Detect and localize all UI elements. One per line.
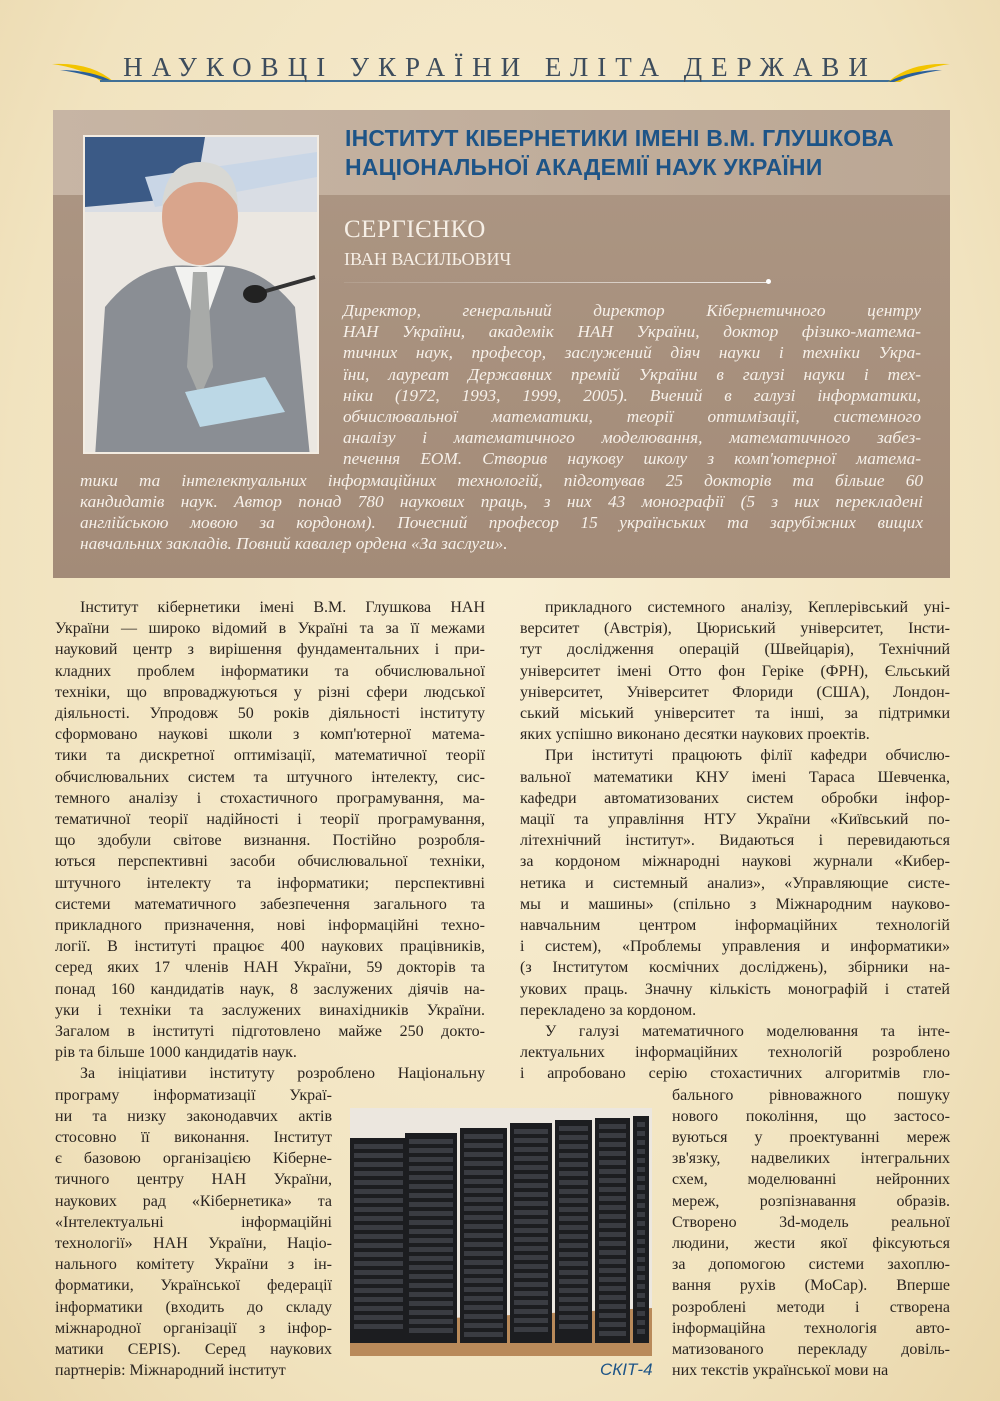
institute-title-line: НАЦІОНАЛЬНОЇ АКАДЕМІЇ НАУК УКРАЇНИ [345, 154, 823, 180]
paragraph-line: ються перспективні засоби обчислювальної техніки, [55, 853, 485, 871]
paragraph-line: рів та більше 1000 кандидатів наук. [55, 1044, 297, 1062]
paragraph-line: «Інтелектуальні інформаційні [55, 1213, 332, 1231]
paragraph-line: понад 160 кандидатів наук, 8 заслужених діячів на- [55, 980, 485, 998]
paragraph-line: матизованого перекладу довіль- [672, 1341, 950, 1358]
paragraph-line: нетика и системный анализ», «Управляющие систе- [520, 874, 950, 892]
paragraph-line: серед яких 17 членів НАН України, 59 докторів та [55, 959, 485, 977]
bio-line: ніки (1972, 1993, 1999, 2005). Вчений в галузі інформатики, [343, 385, 921, 405]
paragraph-line: навчальним центром інформаційних технологій [520, 917, 950, 934]
paragraph-line: За ініціативи інституту розроблено Національну [80, 1065, 485, 1083]
paragraph-line: бального рівноважного пошуку [672, 1086, 950, 1104]
divider-dot [766, 279, 771, 284]
paragraph-line: штучного інтелекту та інформатики; перспективні [55, 874, 485, 892]
bio-line: навчальних закладів. Повний кавалер ордена «За заслуги». [80, 534, 508, 554]
paragraph-line: темного аналізу і стохастичного програмування, ма- [55, 789, 485, 807]
paragraph-line: і апробовано серію стохастичних алгоритмів гло- [520, 1065, 950, 1083]
bio-line: тики та інтелектуальних інформаційних технологій, підготував 25 докторів та більше 60 [80, 470, 923, 490]
paragraph-line: тут дослідження операцій (Швейцарія), Технічний [520, 641, 950, 659]
paragraph-line: вальної математики КНУ імені Тараса Шевченка, [520, 768, 950, 786]
paragraph-line: тичного центру НАН України, [55, 1171, 332, 1189]
paragraph-line: є базовою організацією Кіберне- [55, 1150, 332, 1168]
paragraph-line: логії. В інституті працює 400 наукових працівників, [55, 938, 485, 956]
page-header [0, 48, 1000, 88]
paragraph-line: літехнічний інститут». Видаються і перевидаються [520, 832, 950, 850]
paragraph-line: і систем), «Проблемы управления и информатики» [520, 938, 950, 956]
paragraph-line: вуються у проектуванні мереж [672, 1129, 950, 1146]
institute-title-line: ІНСТИТУТ КІБЕРНЕТИКИ ІМЕНІ В.М. ГЛУШКОВА [345, 125, 894, 151]
server-rack [350, 1138, 407, 1343]
paragraph-line: університет, Університет Флориди (США), Лондон- [520, 683, 950, 701]
paragraph-line: науковий центр з вирішення фундаментальних і при- [55, 641, 485, 659]
paragraph-line: техніки, що впроваджуються у різні сфери людської [55, 683, 485, 701]
bio-line: обчислювальної математики, теорії оптимізації, системного [343, 407, 921, 426]
paragraph-line: сформовано наукові школи з комп'ютерної матема- [55, 726, 485, 744]
bio-line: їни, лауреат Державних премій України в галузі науки і тех- [343, 364, 921, 384]
paragraph-line: діяльності. Упродовж 50 років діяльності інституту [55, 705, 485, 722]
paragraph-line: програму інформатизації Украї- [55, 1086, 332, 1104]
bio-line: НАН України, академік НАН України, доктор фізико-матема- [343, 322, 921, 342]
bio-line: тичних наук, професор, заслужений діяч науки і техніки Укра- [343, 343, 921, 363]
paragraph-line: що здобули світове визнання. Постійно розробля- [55, 832, 485, 850]
paragraph-line: обчислювальних систем та штучного інтелекту, сис- [55, 768, 485, 786]
paragraph-line: кафедри автоматизованих систем обробки інфор- [520, 789, 950, 807]
paragraph-line: ни та низку законодавчих актів [55, 1107, 332, 1125]
paragraph-line: ський міський університет та інші, за підтримки [520, 705, 950, 722]
bio-line: печення ЕОМ. Створив наукову школу з комп'ютерної матема- [343, 449, 921, 469]
paragraph-line: укових праць. Значну кількість монографій і статей [520, 980, 950, 998]
paragraph-line: наукових рад «Кібернетика» та [55, 1192, 332, 1210]
paragraph-line: інформатики (входить до складу [55, 1298, 332, 1316]
paragraph-line: При інституті працюють філії кафедри обчислю- [545, 747, 950, 765]
server-racks-photo [350, 1108, 652, 1356]
paragraph-line: лектуальних інформаційних технологій розроблено [520, 1044, 950, 1062]
paragraph-line: університет імені Отто фон Геріке (ФРН), Єльський [520, 662, 950, 680]
paragraph-line: Створено 3d-модель реальної [672, 1213, 950, 1231]
institute-title [345, 124, 894, 182]
paragraph-line: вання рухів (MoCap). Вперше [672, 1277, 950, 1295]
paragraph-line: нового покоління, що застосо- [672, 1107, 950, 1125]
bio-line: кандидатів наук. Автор понад 780 наукових праць, з них 43 монографії (5 з них перекладені [80, 491, 923, 511]
paragraph-line: міжнародної організації з інфор- [55, 1319, 332, 1337]
paragraph-line: Загалом в інституті підготовлено майже 250 докто- [55, 1023, 485, 1040]
paragraph-line: розроблені методи і створена [672, 1298, 950, 1316]
bio-line: англійською мовою за кордоном). Почесний професор 15 українських та зарубіжних вищих [80, 513, 923, 532]
paragraph-line: верситет (Австрія), Цюриський університет, Інсти- [520, 620, 950, 638]
paragraph-line: матики CEPIS). Серед наукових [55, 1341, 332, 1358]
paragraph-line: уки і техніки та заслужених винахідників України. [55, 1001, 485, 1019]
paragraph-line: технології» НАН України, Націо- [55, 1235, 332, 1252]
paragraph-line: яких успішно виконано десятки наукових проектів. [520, 726, 870, 744]
paragraph-line: за допомогою системи захоплю- [672, 1256, 950, 1274]
paragraph-line: кладних проблем інформатики та обчислювальної [55, 662, 485, 680]
paragraph-line: перекладено за кордоном. [520, 1001, 697, 1019]
paragraph-line: партнерів: Міжнародний інститут [55, 1362, 286, 1380]
paragraph-line: мы и машины» (спільно з Міжнародним науково- [520, 895, 950, 913]
paragraph-line: стосовно її виконання. Інститут [55, 1129, 332, 1146]
paragraph-line: людини, жести якої фіксуються [672, 1235, 950, 1252]
paragraph-line: схем, моделюванні нейронних [672, 1171, 950, 1189]
paragraph-line: системи математичного забезпечення загального та [55, 895, 485, 913]
section-title: НАУКОВЦІ УКРАЇНИ ЕЛІТА ДЕРЖАВИ [123, 52, 877, 82]
paragraph-line: за кордоном міжнародні наукові журнали «Кибер- [520, 853, 950, 871]
bio-line: Директор, генеральний директор Кібернетичного центру [343, 301, 921, 320]
paragraph-line: форматики, Української федерації [55, 1277, 332, 1295]
paragraph-line: мації та управління НТУ України «Київський по- [520, 811, 950, 828]
paragraph-line: них текстів української мови на [672, 1362, 889, 1380]
person-given-names: ІВАН ВАСИЛЬОВИЧ [344, 249, 512, 269]
paragraph-line: зв'язку, надвеликих інтегральних [672, 1150, 950, 1168]
paragraph-line: прикладного призначення, нові інформаційні техно- [55, 917, 485, 934]
figure-caption: СКІТ-4 [600, 1360, 653, 1379]
flag-swoosh-right-icon [880, 62, 950, 84]
person-surname: СЕРГІЄНКО [344, 216, 486, 243]
name-divider [344, 282, 769, 283]
paragraph-line: України — широко відомий в Україні та за її межами [55, 620, 485, 638]
portrait-photo [83, 135, 319, 454]
bio-line: аналізу і математичного моделювання, математичного забез- [343, 428, 921, 448]
paragraph-line: інформаційна технологія авто- [672, 1319, 950, 1337]
paragraph-line: тематичної теорії надійності і теорії програмування, [55, 811, 485, 828]
bio-panel [53, 110, 950, 578]
paragraph-line: У галузі математичного моделювання та інте- [545, 1023, 950, 1040]
paragraph-line: (з Інститутом космічних досліджень), збірники на- [520, 959, 950, 977]
paragraph-line: мереж, розпізнавання образів. [672, 1192, 950, 1210]
paragraph-line: тики та дискретної оптимізації, математичної теорії [55, 747, 485, 765]
paragraph-line: нального комітету України з ін- [55, 1256, 332, 1274]
paragraph-line: Інститут кібернетики імені В.М. Глушкова НАН [80, 599, 485, 616]
paragraph-line: прикладного системного аналізу, Кеплерівський уні- [545, 599, 950, 616]
